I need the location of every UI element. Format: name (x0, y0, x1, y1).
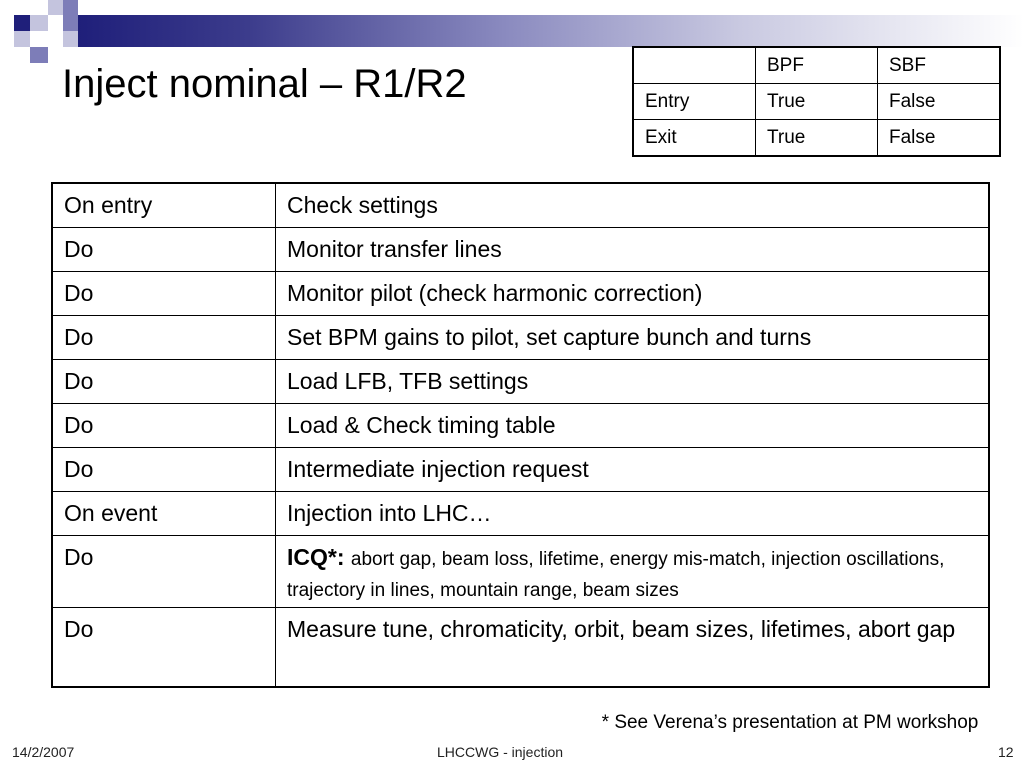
when-cell: Do (52, 271, 276, 315)
table-row (52, 535, 989, 607)
action-cell: Intermediate injection request (276, 447, 990, 491)
action-cell (276, 535, 990, 607)
footnote: * See Verena’s presentation at PM workshop (601, 712, 979, 733)
slide-title: Inject nominal – R1/R2 (62, 62, 467, 106)
action-detail: abort gap, beam loss, lifetime, energy mis-match, injection oscillations, trajectory in lines, mountain range, beam sizes (287, 548, 945, 601)
when-cell: On event (52, 491, 276, 535)
slide-number: 12 (998, 744, 1014, 760)
state-table-cell: True (756, 120, 878, 157)
when-cell: Do (52, 607, 276, 687)
action-cell: Injection into LHC… (276, 491, 990, 535)
procedure-table (51, 182, 990, 688)
action-cell: Check settings (276, 183, 990, 227)
decor-square (63, 15, 78, 31)
decor-square (14, 31, 30, 47)
footer-date: 14/2/2007 (12, 744, 75, 760)
state-table-cell: BPF (756, 47, 878, 84)
decor-square (30, 47, 48, 63)
when-cell: Do (52, 359, 276, 403)
action-cell: Measure tune, chromaticity, orbit, beam sizes, lifetimes, abort gap (276, 607, 990, 687)
state-table-cell: True (756, 84, 878, 120)
action-cell: Load LFB, TFB settings (276, 359, 990, 403)
action-cell: Set BPM gains to pilot, set capture bunch and turns (276, 315, 990, 359)
title-gradient-bar (78, 15, 1024, 47)
when-cell: Do (52, 447, 276, 491)
table-row (52, 271, 989, 315)
action-cell: Monitor pilot (check harmonic correction) (276, 271, 990, 315)
table-row (52, 183, 989, 227)
action-lead: ICQ*: (287, 543, 345, 570)
state-table (632, 46, 1001, 157)
when-cell: Do (52, 315, 276, 359)
when-cell: Do (52, 403, 276, 447)
when-cell: On entry (52, 183, 276, 227)
table-row (52, 315, 989, 359)
decor-square (30, 15, 48, 31)
state-table-header-row (633, 47, 1000, 84)
table-row (52, 227, 989, 271)
table-row (52, 491, 989, 535)
state-table-cell: False (878, 120, 1001, 157)
state-table-cell: SBF (878, 47, 1001, 84)
when-cell: Do (52, 227, 276, 271)
state-table-cell: False (878, 84, 1001, 120)
decor-square (63, 31, 78, 47)
table-row (52, 447, 989, 491)
state-table-row (633, 120, 1000, 157)
state-table-cell (633, 47, 756, 84)
action-cell: Load & Check timing table (276, 403, 990, 447)
action-cell: Monitor transfer lines (276, 227, 990, 271)
decor-square (63, 0, 78, 15)
decor-square (48, 0, 63, 15)
footer-title: LHCCWG - injection (437, 744, 564, 760)
state-table-cell: Exit (633, 120, 756, 157)
decor-square (14, 15, 30, 31)
state-table-row (633, 84, 1000, 120)
table-row (52, 403, 989, 447)
when-cell: Do (52, 535, 276, 607)
state-table-cell: Entry (633, 84, 756, 120)
table-row (52, 359, 989, 403)
table-row (52, 607, 989, 687)
